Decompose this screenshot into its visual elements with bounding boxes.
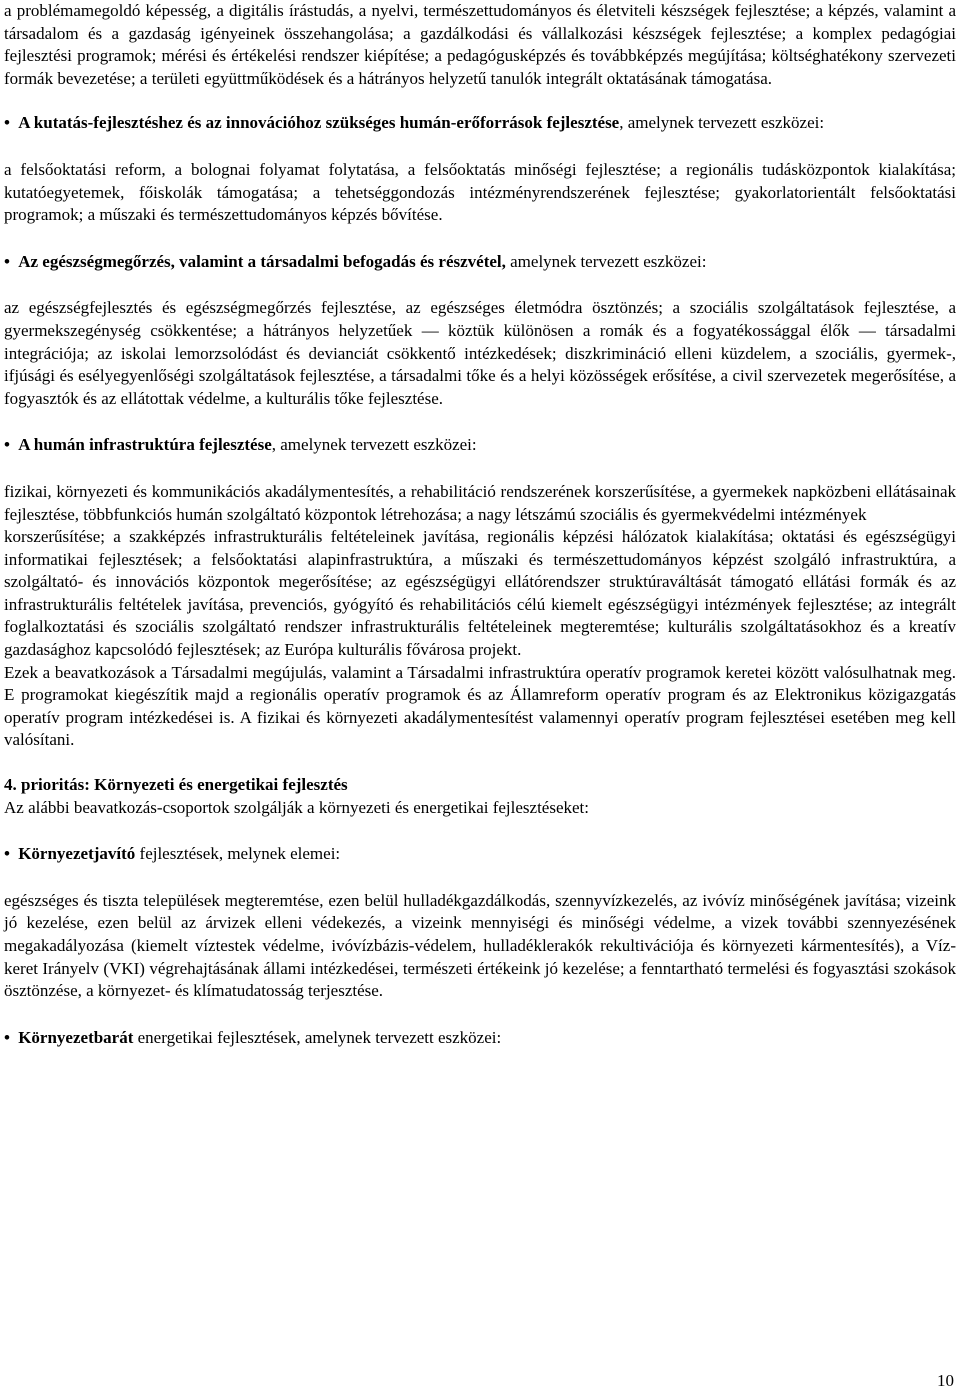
bullet-heading: Környezetbarát	[18, 1027, 134, 1047]
bullet-human-infrastructure	[4, 434, 956, 457]
bullet-dot: •	[4, 113, 10, 133]
bullet-environment-improvement	[4, 843, 956, 866]
bullet-dot: •	[4, 1027, 10, 1047]
paragraph-priority-4-intro: Az alábbi beavatkozás-csoportok szolgálják a környezeti és energetikai fejlesztéseket:	[4, 797, 589, 817]
bullet-tail: , amelynek tervezett eszközei:	[619, 113, 825, 133]
bullet-heading: A kutatás-fejlesztéshez és az innovációhoz szükséges humán-erőforrások fejlesztése	[18, 113, 620, 133]
bullet-tail: amelynek tervezett eszközei:	[505, 251, 707, 271]
paragraph-accessibility: fizikai, környezeti és kommunikációs akadálymentesítés, a rehabilitáció rendszerének korszerűsítése, a gyermekek napközbeni ellátásainak fejlesztése, többfunkciós humán szolgáltató központok létrehozása; a nagy létszámú szociális és gyermekvédelmi intézmények	[4, 481, 956, 524]
priority-4-heading: 4. prioritás: Környezeti és energetikai fejlesztés	[4, 775, 348, 795]
paragraph-higher-education: a felsőoktatási reform, a bolognai folyamat folytatása, a felsőoktatás minőségi fejlesztése; a regionális tudásközpontok kialakítása; kutatóegyetemek, főiskolák támogatása; a tehetséggondozás intézményrendszerének fejlesztése; gyakorlatorientált felsőoktatási programok; a műszaki és természettudományos képzés bővítése.	[4, 159, 956, 225]
document-page	[4, 0, 956, 1049]
paragraph-environment-elements: egészséges és tiszta települések megteremtése, ezen belül hulladékgazdálkodás, szennyvízkezelés, az ivóvíz minőségének javítása; vizeink jó kezelése, ezen belül az árvizek elleni védekezés, a vizeink mennyiségi és minőségi védelme, a vizek további szennyezésének megakadályozása (kiemelt víztestek védelme, ivóvízbázis-védelem, hulladéklerakók rekultivációja és környezeti kármentesítés), a Víz-keret Irányelv (VKI) végrehajtásának állami intézkedései, természeti értékeink jó kezelése; a fenntartható termelési és fogyasztási szokások ösztönzése, a környezet- és klímatudatosság terjesztése.	[4, 890, 956, 1001]
paragraph-operational-programs: Ezek a beavatkozások a Társadalmi megújulás, valamint a Társadalmi infrastruktúra operatív programok keretei között valósulhatnak meg. E programokat kiegészítik majd a regionális operatív programok és az Államreform operatív program és az Elektronikus közigazgatás operatív program intézkedései is. A fizikai és környezeti akadálymentesítést valamennyi operatív program fejlesztései esetében meg kell valósítani.	[4, 662, 956, 750]
bullet-tail: energetikai fejlesztések, amelynek tervezett eszközei:	[133, 1027, 502, 1047]
bullet-heading: A humán infrastruktúra fejlesztése	[18, 435, 272, 455]
bullet-heading: Környezetjavító	[18, 844, 136, 864]
paragraph-health-social: az egészségfejlesztés és egészségmegőrzés fejlesztése, az egészséges életmódra ösztönzés; a szociális szolgáltatások fejlesztése, a gyermekszegénység csökkentése; a hátrányos helyzetűek — köztük különösen a romák és a fogyatékossággal élők — társadalmi integrációja; az iskolai lemorzsolódást és devianciát csökkentő intézkedések; diszkrimináció elleni küzdelem, a szociális, gyermek-, ifjúsági és esélyegyenlőségi szolgáltatások fejlesztése, a társadalmi tőke és a helyi közösségek erősítése, a civil szervezetek megerősítése, a fogyasztók és az ellátottak védelme, a kulturális tőke fejlesztése.	[4, 298, 956, 408]
bullet-heading: Az egészségmegőrzés, valamint a társadalmi befogadás és részvétel,	[18, 251, 506, 271]
bullet-green-energy	[4, 1027, 956, 1050]
bullet-health-inclusion	[4, 251, 956, 274]
bullet-dot: •	[4, 435, 10, 455]
bullet-research-hr	[4, 112, 956, 135]
bullet-dot: •	[4, 844, 10, 864]
paragraph-infrastructure-modernization: korszerűsítése; a szakképzés infrastrukturális feltételeinek javítása, regionális képzési hálózatok kialakítása; oktatási és egészségügyi informatikai fejlesztések; a felsőoktatási alapinfrastruktúra, a műszaki és természettudományos képzést szolgáló infrastruktúra, a szolgáltató- és innovációs központok megerősítése; az egészségügyi ellátórendszer struktúraváltását támogató ellátási formák és az infrastrukturális feltételek javítása, prevenciós, gyógyító és rehabilitációs célú kiemelt egészségügyi intézmények fejlesztése; az integrált foglalkoztatási és szociális szolgáltató rendszer infrastrukturális feltételeinek megteremtése; kulturális szolgáltatásokhoz és a kreatív gazdasághoz kapcsolódó fejlesztések; az Európa kulturális fővárosa projekt.	[4, 527, 956, 660]
bullet-dot: •	[4, 251, 10, 271]
bullet-tail: fejlesztések, melynek elemei:	[135, 844, 341, 864]
bullet-tail: , amelynek tervezett eszközei:	[271, 435, 477, 455]
paragraph-education-tools: a problémamegoldó képesség, a digitális írástudás, a nyelvi, természettudományos és életviteli készségek fejlesztése; a képzés, valamint a társadalom és a gazdaság igényeinek összehangolása; a gazdálkodási és vállalkozási készségek fejlesztése; a komplex pedagógiai fejlesztési programok; mérési és értékelési rendszer kiépítése; a pedagógusképzés és továbbképzés megújítása; költséghatékony szervezeti formák bevezetése; a területi együttműködések és a hátrányos helyzetű tanulók integrált oktatásának támogatása.	[4, 1, 956, 88]
page-number: 10	[937, 1371, 954, 1390]
